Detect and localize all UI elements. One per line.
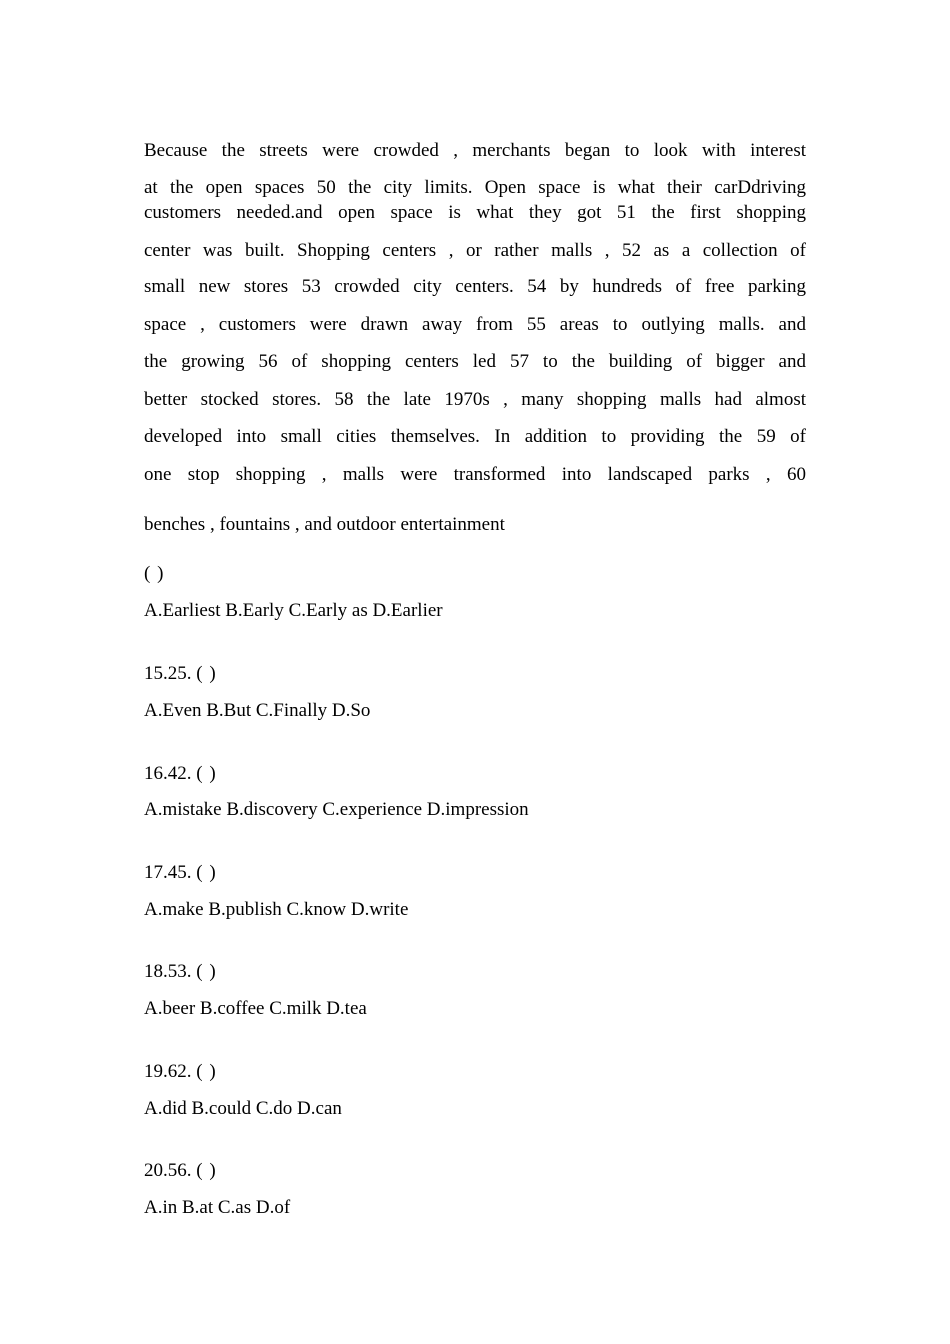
answer-options: A.in B.at C.as D.of xyxy=(144,1197,291,1218)
passage-line: space , customers were drawn away from 55 areas to outlying malls. and xyxy=(144,314,806,335)
answer-options: A.did B.could C.do D.can xyxy=(144,1098,342,1119)
answer-options: A.Even B.But C.Finally D.So xyxy=(144,700,371,721)
answer-blank: ( ) xyxy=(196,663,217,684)
answer-options: A.make B.publish C.know D.write xyxy=(144,899,409,920)
answer-blank: ( ) xyxy=(196,862,217,883)
answer-options: A.beer B.coffee C.milk D.tea xyxy=(144,998,367,1019)
passage-line: better stocked stores. 58 the late 1970s , many shopping malls had almost xyxy=(144,389,806,410)
passage-line: developed into small cities themselves. In addition to providing the 59 of xyxy=(144,426,806,447)
question-number: 20.56. xyxy=(144,1160,192,1181)
question-number: 16.42. xyxy=(144,763,192,784)
question-header xyxy=(144,1060,217,1084)
passage-line: at the open spaces 50 the city limits. Open space is what their carDdriving xyxy=(144,177,806,198)
question-header xyxy=(144,762,217,786)
answer-blank: ( ) xyxy=(196,961,217,982)
answer-blank: ( ) xyxy=(196,1061,217,1082)
passage-line: Because the streets were crowded , merchants began to look with interest xyxy=(144,140,806,161)
answer-options: A.mistake B.discovery C.experience D.impression xyxy=(144,799,529,820)
question-number: 15.25. xyxy=(144,663,192,684)
answer-blank: ( ) xyxy=(196,763,217,784)
answer-options: A.Earliest B.Early C.Early as D.Earlier xyxy=(144,600,443,621)
question-header xyxy=(144,861,217,885)
question-number: 17.45. xyxy=(144,862,192,883)
answer-blank: ( ) xyxy=(144,563,165,584)
question-number: 19.62. xyxy=(144,1061,192,1082)
passage-line: one stop shopping , malls were transformed into landscaped parks , 60 xyxy=(144,464,806,485)
answer-blank: ( ) xyxy=(196,1160,217,1181)
passage-line: small new stores 53 crowded city centers. 54 by hundreds of free parking xyxy=(144,276,806,297)
question-header xyxy=(144,1159,217,1183)
question-number: 18.53. xyxy=(144,961,192,982)
question-header xyxy=(144,960,217,984)
passage-line: benches , fountains , and outdoor entertainment xyxy=(144,514,505,535)
question-header xyxy=(144,662,217,686)
passage-line: center was built. Shopping centers , or rather malls , 52 as a collection of xyxy=(144,240,806,261)
passage-line: the growing 56 of shopping centers led 57 to the building of bigger and xyxy=(144,351,806,372)
passage-line: customers needed.and open space is what they got 51 the first shopping xyxy=(144,202,806,223)
